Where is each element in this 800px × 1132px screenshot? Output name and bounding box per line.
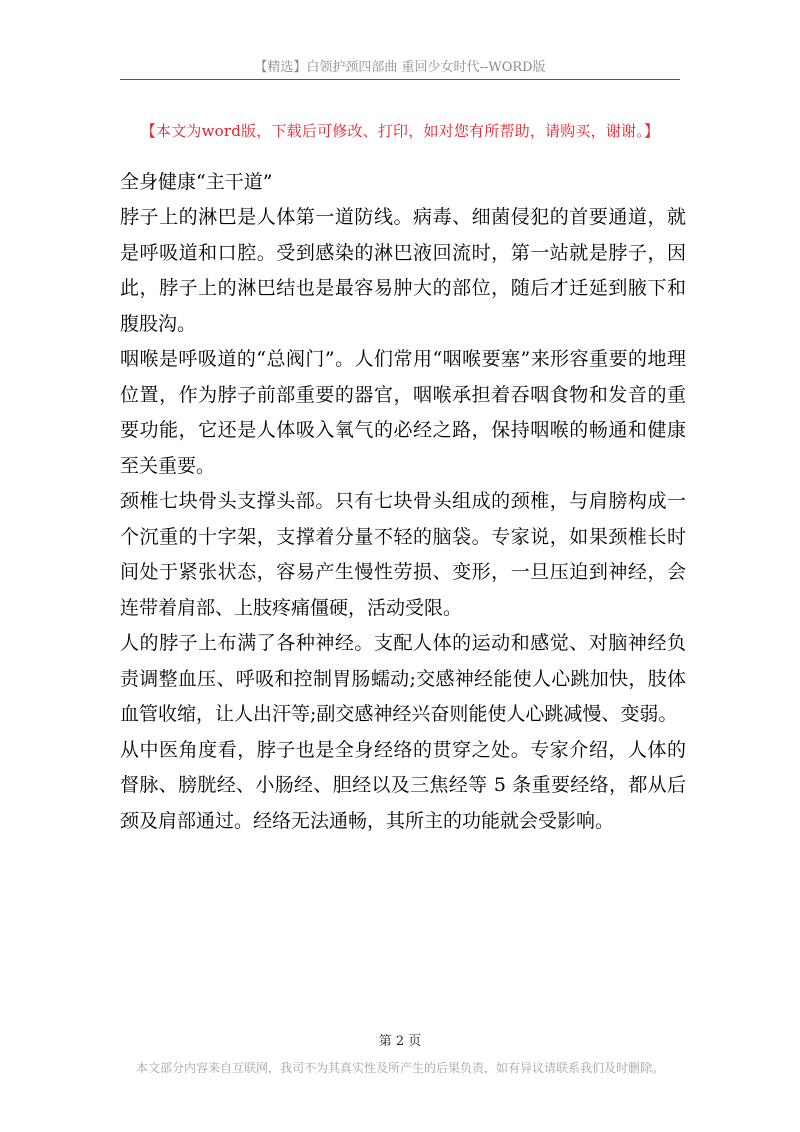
header-divider [120,79,680,80]
paragraph-throat: 咽喉是呼吸道的“总阀门”。人们常用“咽喉要塞”来形容重要的地理位置，作为脖子前部重要的器官，咽喉承担着吞咽食物和发音的重要功能，它还是人体吸入氧气的必经之路，保持咽喉的畅通和健康至关重要。 [120,348,686,477]
article-title: 全身健康“主干道” [120,171,273,193]
paragraph-cervical-spine: 颈椎七块骨头支撑头部。只有七块骨头组成的颈椎，与肩膀构成一个沉重的十字架，支撑着分量不轻的脑袋。专家说，如果颈椎长时间处于紧张状态，容易产生慢性劳损、变形，一旦压迫到神经，会连带着肩部、上肢疼痛僵硬，活动受限。 [120,490,686,619]
word-version-notice: 【本文为word版，下载后可修改、打印，如对您有所帮助，请购买，谢谢。】 [140,122,660,140]
page-number: 第 2 页 [378,1034,422,1049]
page-header: 【精选】白领护颈四部曲 重回少女时代--WORD版 [254,60,546,75]
paragraph-lymph: 脖子上的淋巴是人体第一道防线。病毒、细菌侵犯的首要通道，就是呼吸道和口腔。受到感染的淋巴液回流时，第一站就是脖子，因此，脖子上的淋巴结也是最容易肿大的部位，随后才迁延到腋下和腹股沟。 [120,206,686,335]
article-body [120,165,686,839]
paragraph-nerves: 人的脖子上布满了各种神经。支配人体的运动和感觉、对脑神经负责调整血压、呼吸和控制胃肠蠕动;交感神经能使人心跳加快，肢体血管收缩，让人出汗等;副交感神经兴奋则能使人心跳减慢、变弱。 [120,632,686,725]
footer-disclaimer: 本文部分内容来自互联网，我司不为其真实性及所产生的后果负责，如有异议请联系我们及时删除。 [135,1061,664,1075]
paragraph-meridians: 从中医角度看，脖子也是全身经络的贯穿之处。专家介绍，人体的督脉、膀胱经、小肠经、胆经以及三焦经等 5 条重要经络，都从后颈及肩部通过。经络无法通畅，其所主的功能就会受影响。 [120,738,686,832]
